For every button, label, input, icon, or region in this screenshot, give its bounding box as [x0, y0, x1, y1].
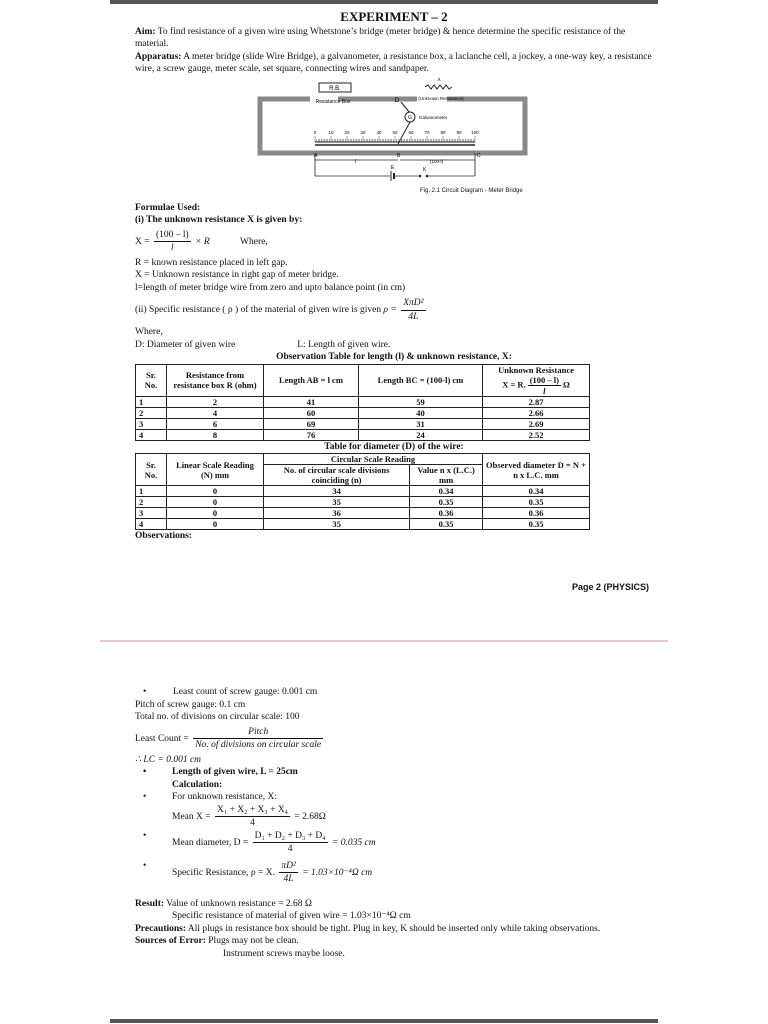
table1-row: [136, 418, 590, 429]
x-label: X: [437, 77, 441, 83]
table2-cell: 4: [136, 519, 167, 530]
a-label: A: [314, 152, 318, 159]
unknown-formula-fraction: [528, 375, 561, 396]
precautions-line: [135, 923, 653, 936]
table1-header-row: [136, 364, 590, 396]
meter-bridge-figure: [135, 78, 653, 198]
table1-cell: 76: [264, 429, 359, 440]
table1-cell: 2.52: [483, 429, 590, 440]
table2-header-row-1: [136, 454, 590, 465]
table2-header-circular: Circular Scale Reading: [264, 454, 483, 465]
sources-text: Plugs may not be clean.: [205, 936, 299, 946]
scale-tick-label: 90: [456, 129, 462, 135]
mean-x-fraction: [215, 804, 290, 830]
table1-cell: 69: [264, 418, 359, 429]
calculation-heading: Calculation:: [172, 779, 223, 790]
table2-header-divisions: No. of circular scale divisions coinciding (n): [264, 465, 410, 486]
table2-cell: 0.35: [410, 497, 483, 508]
table2-cell: 0.36: [410, 508, 483, 519]
sources-line: [135, 935, 653, 948]
mean-d-result: = 0.035 cm: [331, 837, 376, 848]
least-count-text: Least count of screw gauge: 0.001 cm: [173, 687, 318, 697]
spec-result: = 1.03×10⁻⁴Ω cm: [302, 867, 373, 878]
x-eq-rhs: × R: [195, 236, 210, 247]
meter-bridge-diagram: [135, 78, 653, 198]
table2-row: [136, 486, 590, 497]
table1-cell: 2: [136, 407, 167, 418]
g-label: G: [408, 114, 412, 121]
definitions-d-l: [135, 339, 653, 352]
rho-lhs: ρ =: [383, 305, 397, 316]
lc-fraction: [193, 726, 323, 752]
for-unknown-text: For unknown resistance, X:: [172, 792, 278, 802]
mean-x-numerator: X₁ + X₂ + X₃ + X₄: [215, 804, 290, 818]
observation-table-length: [135, 364, 590, 441]
scale-tick-label: 100: [471, 129, 479, 135]
table1-header-bc: Length BC = (100-l) cm: [358, 364, 482, 396]
table2-cell: 0: [167, 519, 264, 530]
least-count-formula: [135, 726, 653, 752]
table2-cell: 1: [136, 486, 167, 497]
table1-header-unknown-label: Unknown Resistance: [498, 364, 574, 375]
table1-cell: 41: [264, 396, 359, 407]
formula-item-2: (ii) Specific resistance ( ρ ) of the material of given wire is given: [135, 305, 382, 316]
table2-cell: 2: [136, 497, 167, 508]
table2-body: [136, 486, 590, 530]
table2-cell: 0.35: [410, 519, 483, 530]
rb-label: R.B.: [329, 85, 341, 92]
table2-cell: 0: [167, 486, 264, 497]
page-top-border: [110, 0, 658, 4]
scale-tick-label: 50: [392, 129, 398, 135]
lc-numerator: Pitch: [193, 726, 323, 740]
table2-cell: 0.34: [410, 486, 483, 497]
b-label: B: [397, 152, 401, 159]
l-length-label: l: [355, 158, 357, 165]
spec-denominator: 4L: [283, 874, 294, 884]
result-label: Result:: [135, 898, 165, 909]
table2-header-value: Value n x (L.C.) mm: [410, 465, 483, 486]
pitch-line: Pitch of screw gauge: 0.1 cm: [135, 699, 246, 710]
table1-unknown-formula: [486, 375, 586, 396]
table1-cell: 1: [136, 396, 167, 407]
scale-tick-label: 70: [424, 129, 430, 135]
table2-cell: 0.36: [483, 508, 590, 519]
table1-body: [136, 396, 590, 440]
table1-title: Observation Table for length (l) & unknown resistance, X:: [276, 352, 512, 362]
unknown-formula-lhs: X = R.: [502, 378, 526, 389]
x-eq-fraction: [154, 229, 191, 255]
spec-numerator: πD²: [279, 860, 297, 874]
observation-table-diameter: [135, 453, 590, 530]
table1-cell: 2.87: [483, 396, 590, 407]
definition-length: L: Length of given wire.: [297, 339, 391, 350]
scale-tick-label: 30: [360, 129, 366, 135]
unknown-formula-numerator: (100 – l): [529, 374, 559, 385]
figure-caption: Fig. 2.1 Circuit Diagram - Meter Bridge: [420, 187, 523, 194]
specific-resistance-item: [135, 860, 653, 886]
formulae-heading: Formulae Used:: [135, 202, 201, 213]
table1-row: [136, 396, 590, 407]
experiment-title: EXPERIMENT – 2: [340, 9, 448, 24]
table1-header-ab: Length AB = l cm: [264, 364, 359, 396]
mean-x-lhs: Mean X =: [172, 811, 211, 822]
table2-row: [136, 508, 590, 519]
scale-tick-label: 20: [344, 129, 350, 135]
lc-denominator: No. of divisions on circular scale: [195, 740, 322, 750]
scale-tick-label: 0: [313, 129, 317, 135]
x-eq-denominator: l: [171, 243, 174, 253]
rho-numerator: XπD²: [401, 297, 425, 311]
where-1: Where,: [240, 236, 268, 247]
unknown-resistance-label: (Unknown Resistance): [418, 95, 464, 101]
scale-tick-label: 40: [376, 129, 382, 135]
observations-label: Observations:: [135, 531, 192, 541]
table1-cell: 2: [167, 396, 264, 407]
page-number-label: Page 2 (PHYSICS): [572, 582, 650, 592]
result-line: [135, 898, 653, 911]
table2-title: Table for diameter (D) of the wire:: [324, 441, 464, 452]
table2-cell: 0: [167, 508, 264, 519]
unknown-formula-unit: Ω: [562, 378, 570, 389]
table2-cell: 0: [167, 497, 264, 508]
apparatus-text: A meter bridge (slide Wire Bridge), a galvanometer, a resistance box, a laclanche cell, a jockey, a one-way key, a resistance wire, a screw gauge, meter scale, set square, connecting wires and sandpaper.: [135, 51, 652, 74]
precautions-label: Precautions:: [135, 923, 187, 934]
x-eq-numerator: (100 – l): [154, 229, 191, 243]
table2-cell: 0.34: [483, 486, 590, 497]
sources-label: Sources of Error:: [135, 936, 206, 946]
table2-cell: 36: [264, 508, 410, 519]
complement-length-label: (100-l): [430, 158, 444, 164]
lc-result: ∴ LC = 0.001 cm: [135, 754, 202, 765]
spec-fraction: [279, 860, 297, 886]
spec-lhs: Specific Resistance, ρ = X.: [172, 867, 275, 878]
table1-row: [136, 429, 590, 440]
definition-r: R = known resistance placed in left gap.: [135, 257, 288, 268]
aim-paragraph: [135, 26, 653, 51]
scale-labels: [314, 130, 480, 135]
table2-cell: 35: [264, 497, 410, 508]
table2-cell: 0.35: [483, 519, 590, 530]
precautions-text: All plugs in resistance box should be tight. Plug in key, K should be inserted only while taking observations.: [186, 923, 601, 934]
mean-d-fraction: [253, 830, 328, 856]
mean-x-formula: [135, 804, 653, 830]
table2-row: [136, 519, 590, 530]
table1-cell: 31: [358, 418, 482, 429]
scale-tick-label: 10: [328, 129, 334, 135]
scale-tick-label: 60: [408, 129, 414, 135]
document-page-1: [135, 8, 653, 543]
table2-header-sr: Sr. No.: [136, 454, 167, 486]
unknown-formula-denominator: l: [543, 385, 546, 396]
mean-x-denominator: 4: [250, 818, 255, 828]
table2-cell: 34: [264, 486, 410, 497]
table1-cell: 24: [358, 429, 482, 440]
least-count-item: [135, 686, 653, 699]
result-text: Value of unknown resistance = 2.68 Ω: [164, 898, 312, 909]
lc-lhs: Least Count =: [135, 733, 189, 744]
table2-row: [136, 497, 590, 508]
resistance-formula: [135, 229, 653, 255]
table1-header-sr: Sr. No.: [136, 364, 167, 396]
table1-header-resistance: Resistance from resistance box R (ohm): [167, 364, 264, 396]
table2-cell: 0.35: [483, 497, 590, 508]
table2-header-diameter: Observed diameter D = N + n x L.C. mm: [483, 454, 590, 486]
table1-cell: 2.66: [483, 407, 590, 418]
x-eq-lhs: X =: [135, 236, 150, 247]
table1-cell: 4: [136, 429, 167, 440]
table2-cell: 3: [136, 508, 167, 519]
aim-label: Aim:: [135, 26, 156, 37]
table1-row: [136, 407, 590, 418]
mean-x-result: = 2.68Ω: [294, 811, 326, 822]
unknown-resistance-item: [135, 791, 653, 804]
document-page-2: [135, 686, 653, 960]
result-line-2: [135, 910, 653, 923]
definition-d: D: Diameter of given wire: [135, 339, 236, 350]
galvanometer-label: Galvanometer: [419, 114, 448, 120]
table1-cell: 4: [167, 407, 264, 418]
page-bottom-border: [110, 1019, 658, 1023]
page-divider: [100, 640, 668, 642]
table2-header-linear: Linear Scale Reading (N) mm: [167, 454, 264, 486]
table1-cell: 6: [167, 418, 264, 429]
length-text: Length of given wire, L = 25cm: [172, 767, 298, 777]
apparatus-paragraph: [135, 51, 653, 76]
e-label: E: [391, 164, 395, 171]
rho-denominator: 4L: [408, 311, 419, 322]
aim-text: To find resistance of a given wire using Whetstone’s bridge (meter bridge) & hence determine the specific resistance of the material.: [135, 26, 626, 49]
k-label: K: [423, 166, 427, 173]
formulae-section: [135, 202, 653, 352]
c-label: C: [477, 152, 481, 159]
definition-l: l=length of meter bridge wire from zero and upto balance point (in cm): [135, 282, 406, 293]
mean-d-denominator: 4: [287, 844, 293, 854]
scale-ticks: [315, 136, 475, 142]
table1-cell: 3: [136, 418, 167, 429]
mean-d-numerator: D₁ + D₂ + D₃ + D₄: [253, 830, 328, 844]
resistance-box-label: Resistance Box: [315, 98, 351, 105]
table2-cell: 35: [264, 519, 410, 530]
table1-header-unknown: [483, 364, 590, 396]
definition-x: X = Unknown resistance in right gap of meter bridge.: [135, 270, 339, 280]
table1-cell: 59: [358, 396, 482, 407]
where-2: Where,: [135, 327, 163, 337]
d-label: D: [394, 97, 400, 104]
table1-cell: 40: [358, 407, 482, 418]
mean-diameter-item: [135, 830, 653, 856]
apparatus-label: Apparatus:: [135, 51, 182, 62]
specific-resistance-formula: [135, 297, 653, 323]
divisions-line: Total no. of divisions on circular scale: 100: [135, 712, 300, 722]
table1-cell: 60: [264, 407, 359, 418]
table1-cell: 8: [167, 429, 264, 440]
rho-fraction: [401, 297, 425, 323]
result-text-2: Specific resistance of material of given wire = 1.03×10⁻⁴Ω cm: [172, 911, 411, 921]
length-item: [135, 766, 653, 779]
formula-item-1: (i) The unknown resistance X is given by:: [135, 215, 303, 225]
scale-tick-label: 80: [440, 129, 446, 135]
mean-d-lhs: Mean diameter, D =: [172, 837, 249, 848]
sources-line-2: Instrument screws maybe loose.: [223, 948, 345, 959]
table1-cell: 2.69: [483, 418, 590, 429]
